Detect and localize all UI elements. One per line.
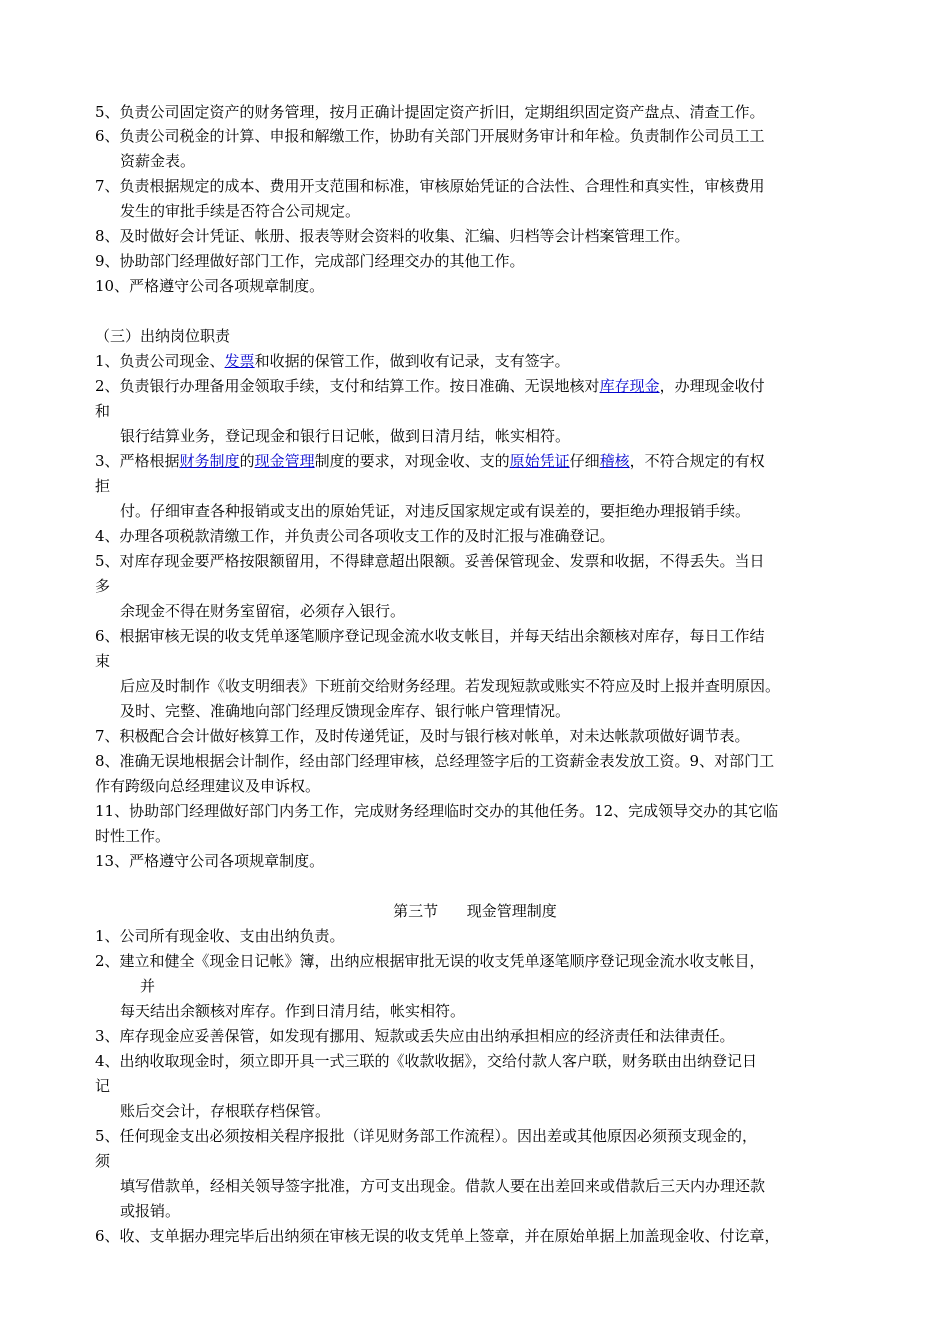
cash-rule-2-wrap: 并 [140,977,156,995]
duty-item-10: 10、严格遵守公司各项规章制度。 [95,277,325,295]
cashier-item-8-cont: 作有跨级向总经理建议及申诉权。 [95,777,321,795]
duty-item-7: 7、负责根据规定的成本、费用开支范围和标准，审核原始凭证的合法性、合理性和真实性，审核费用 [95,177,765,195]
cash-rule-5: 5、任何现金支出必须按相关程序报批（详见财务部工作流程）。因出差或其他原因必须预支现金的， [95,1127,758,1145]
cashier-item-6: 6、根据审核无误的收支凭单逐笔顺序登记现金流水收支帐目，并每天结出余额核对库存，每日工作结 [95,627,765,645]
duty-item-5: 5、负责公司固定资产的财务管理，按月正确计提固定资产折旧，定期组织固定资产盘点、清查工作。 [95,103,765,121]
link-invoice[interactable]: 发票 [224,352,255,370]
cash-rule-4-wrap: 记 [95,1077,111,1095]
cashier-item-3-wrap: 拒 [95,477,111,495]
cash-rule-2: 2、建立和健全《现金日记帐》簿，出纳应根据审批无误的收支凭单逐笔顺序登记现金流水收支帐目， [95,952,765,970]
link-audit[interactable]: 稽核 [599,452,630,470]
section-title [0,899,950,923]
text-segment: ，办理现金收付 [659,377,765,395]
cash-rule-5-cont: 填写借款单，经相关领导签字批准，方可支出现金。借款人要在出差回来或借款后三天内办理还款 [120,1177,766,1195]
duty-item-7-cont: 发生的审批手续是否符合公司规定。 [120,202,361,220]
cashier-item-4: 4、办理各项税款清缴工作，并负责公司各项收支工作的及时汇报与准确登记。 [95,527,615,545]
cashier-item-5-wrap: 多 [95,577,111,595]
cash-rule-3: 3、库存现金应妥善保管，如发现有挪用、短款或丢失应由出纳承担相应的经济责任和法律责任。 [95,1027,735,1045]
duty-item-6: 6、负责公司税金的计算、申报和解缴工作，协助有关部门开展财务审计和年检。负责制作公司员工工 [95,127,765,145]
cashier-item-3 [95,449,765,473]
text-segment: 1、负责公司现金、 [95,352,225,370]
link-original-voucher[interactable]: 原始凭证 [509,452,570,470]
cashier-item-6-cont: 后应及时制作《收支明细表》下班前交给财务经理。若发现短款或账实不符应及时上报并查明原因。 [120,677,781,695]
text-segment: 3、严格根据 [95,452,180,470]
cashier-item-2-wrap: 和 [95,402,111,420]
cashier-item-8: 8、准确无误地根据会计制作，经由部门经理审核，总经理签字后的工资薪金表发放工资。9、对部门工 [95,752,775,770]
section-heading-cashier: （三）出纳岗位职责 [95,327,231,345]
cashier-item-1 [95,349,570,373]
text-segment: 2、负责银行办理备用金领取手续，支付和结算工作。按日准确、无误地核对 [95,377,600,395]
cashier-item-5-cont: 余现金不得在财务室留宿，必须存入银行。 [120,602,406,620]
duty-item-9: 9、协助部门经理做好部门工作，完成部门经理交办的其他工作。 [95,252,525,270]
section-number: 第三节 [393,902,439,920]
cash-rule-4: 4、出纳收取现金时，须立即开具一式三联的《收款收据》，交给付款人客户联，财务联由出纳登记日 [95,1052,758,1070]
cash-rule-4-cont: 账后交会计，存根联存档保管。 [120,1102,331,1120]
cash-rule-1: 1、公司所有现金收、支由出纳负责。 [95,927,345,945]
cashier-item-5: 5、对库存现金要严格按限额留用，不得肆意超出限额。妥善保管现金、发票和收据，不得丢失。当日 [95,552,765,570]
cash-rule-6: 6、收、支单据办理完毕后出纳须在审核无误的收支凭单上签章，并在原始单据上加盖现金收、付讫章， [95,1227,780,1245]
link-cash-management[interactable]: 现金管理 [254,452,315,470]
link-financial-system[interactable]: 财务制度 [179,452,240,470]
cashier-item-2-cont: 银行结算业务，登记现金和银行日记帐，做到日清月结，帐实相符。 [120,427,571,445]
cashier-item-11: 11、协助部门经理做好部门内务工作，完成财务经理临时交办的其他任务。12、完成领导交办的其它临 [95,802,779,820]
cash-rule-2-cont: 每天结出余额核对库存。作到日清月结，帐实相符。 [120,1002,466,1020]
cashier-item-11-cont: 时性工作。 [95,827,171,845]
cashier-item-13: 13、严格遵守公司各项规章制度。 [95,852,325,870]
text-segment: 和收据的保管工作，做到收有记录，支有签字。 [254,352,570,370]
cash-rule-5-cont2: 或报销。 [120,1202,181,1220]
cashier-item-2 [95,374,765,398]
text-segment: 的 [239,452,255,470]
duty-item-6-cont: 资薪金表。 [120,152,196,170]
cashier-item-7: 7、积极配合会计做好核算工作，及时传递凭证，及时与银行核对帐单，对未达帐款项做好调节表。 [95,727,750,745]
cashier-item-3-cont: 付。仔细审查各种报销或支出的原始凭证，对违反国家规定或有误差的，要拒绝办理报销手续。 [120,502,751,520]
cash-rule-5-wrap: 须 [95,1152,111,1170]
cashier-item-6-cont2: 及时、完整、准确地向部门经理反馈现金库存、银行帐户管理情况。 [120,702,571,720]
cashier-item-6-wrap: 束 [95,652,111,670]
duty-item-8: 8、及时做好会计凭证、帐册、报表等财会资料的收集、汇编、归档等会计档案管理工作。 [95,227,690,245]
text-segment: ，不符合规定的有权 [629,452,765,470]
section-name: 现金管理制度 [466,902,557,920]
text-segment: 仔细 [569,452,600,470]
text-segment: 制度的要求，对现金收、支的 [314,452,510,470]
link-cash-on-hand[interactable]: 库存现金 [599,377,660,395]
